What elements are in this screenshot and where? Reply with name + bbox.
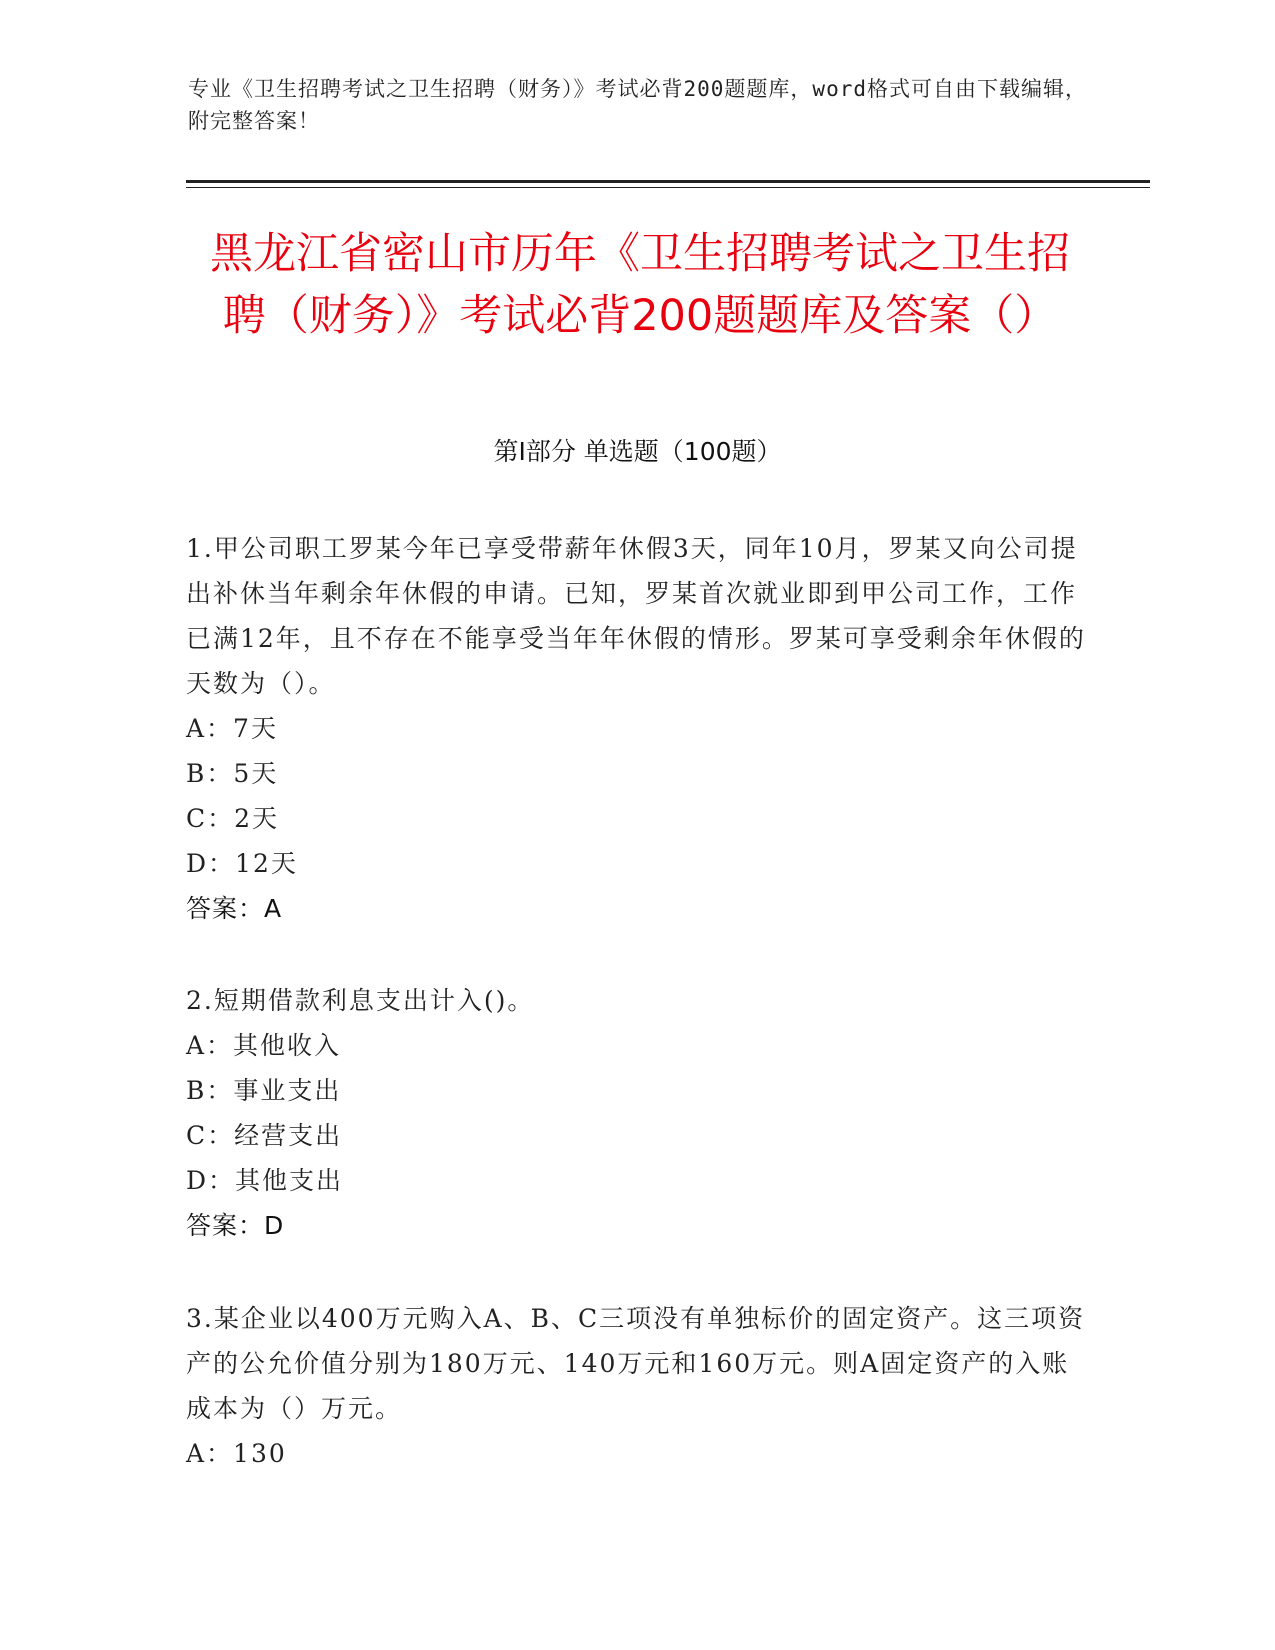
document-title: 黑龙江省密山市历年《卫生招聘考试之卫生招聘（财务）》考试必背200题题库及答案（） [210, 229, 1070, 341]
answer-line: 答案：A [186, 894, 283, 923]
question-stem: 3.某企业以400万元购入A、B、C三项没有单独标价的固定资产。这三项资产的公允价值分别为180万元、140万元和160万元。则A固定资产的入账成本为（）万元。 [186, 1304, 1086, 1423]
header-divider-thin [186, 187, 1150, 188]
answer-line: 答案：D [186, 1211, 285, 1240]
header-note: 专业《卫生招聘考试之卫生招聘（财务）》考试必背200题题库，word格式可自由下载编辑，附完整答案！ [188, 77, 1087, 133]
option-d: D：其他支出 [186, 1166, 344, 1195]
option-d: D：12天 [186, 849, 298, 878]
question-3 [186, 1296, 1086, 1476]
question-stem: 2.短期借款利息支出计入()。 [186, 986, 535, 1015]
option-c: C：经营支出 [186, 1121, 343, 1150]
option-b: B：事业支出 [186, 1076, 342, 1105]
section-heading: 第Ⅰ部分 单选题（100题） [493, 437, 782, 466]
option-a: A：130 [186, 1439, 287, 1468]
option-a: A：其他收入 [186, 1031, 342, 1060]
option-b: B：5天 [186, 759, 279, 788]
option-a: A：7天 [186, 714, 278, 743]
option-c: C：2天 [186, 804, 280, 833]
question-1 [186, 526, 1086, 931]
question-stem: 1.甲公司职工罗某今年已享受带薪年休假3天，同年10月，罗某又向公司提出补休当年剩余年休假的申请。已知，罗某首次就业即到甲公司工作，工作已满12年，且不存在不能享受当年年休假的情形。罗某可享受剩余年休假的天数为（）。 [186, 534, 1086, 698]
question-2 [186, 978, 1086, 1248]
header-divider-thick [186, 180, 1150, 183]
